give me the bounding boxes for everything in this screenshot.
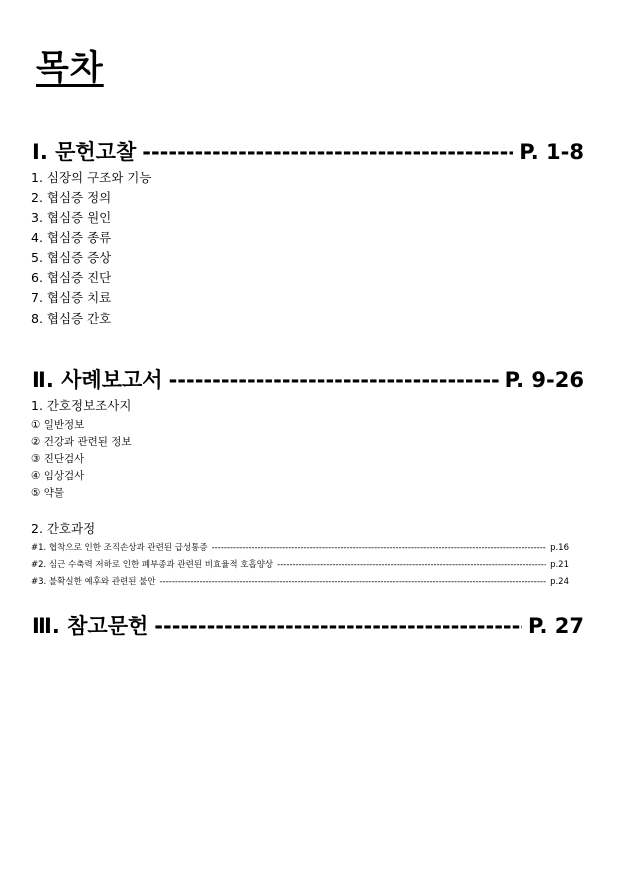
- list-item: 6. 협심증 진단: [31, 270, 112, 285]
- list-item: 5. 협심증 증상: [31, 250, 112, 265]
- section-2-heading: [32, 364, 584, 394]
- page-title: 목차: [36, 48, 104, 88]
- list-item: 2. 간호과정: [31, 521, 96, 536]
- section-1-label: Ⅰ. 문헌고찰: [32, 140, 137, 164]
- list-item: 2. 협심증 정의: [31, 190, 112, 205]
- process-page: p.21: [550, 560, 569, 570]
- sub-list-item: ③ 진단검사: [31, 453, 85, 465]
- section-3-heading: [32, 610, 584, 640]
- list-item: 4. 협심증 종류: [31, 230, 112, 245]
- process-label: #1. 협착으로 인한 조직손상과 관련된 급성통증: [31, 543, 208, 553]
- process-item: [31, 559, 569, 571]
- sub-list-item: ⑤ 약물: [31, 487, 65, 499]
- section-1-page: P. 1-8: [519, 140, 584, 164]
- section-2-label: Ⅱ. 사례보고서: [32, 368, 163, 392]
- leader-dots: [142, 140, 513, 164]
- list-item: 1. 심장의 구조와 기능: [31, 170, 152, 185]
- list-item: 3. 협심증 원인: [31, 210, 112, 225]
- section-3-page: P. 27: [527, 614, 584, 638]
- process-item: [31, 542, 569, 554]
- leader-dots: [212, 542, 547, 554]
- process-page: p.16: [550, 543, 569, 553]
- process-item: [31, 576, 569, 588]
- section-2-page: P. 9-26: [504, 368, 584, 392]
- section-1-heading: [32, 136, 584, 166]
- list-item: 8. 협심증 간호: [31, 311, 112, 326]
- sub-list-item: ④ 임상검사: [31, 470, 85, 482]
- leader-dots: [169, 368, 499, 392]
- list-item: 7. 협심증 치료: [31, 290, 112, 305]
- leader-dots: [160, 576, 547, 588]
- process-label: #3. 불확실한 예후와 관련된 불안: [31, 577, 156, 587]
- leader-dots: [277, 559, 546, 571]
- list-item: 1. 간호정보조사지: [31, 398, 132, 413]
- sub-list-item: ① 일반정보: [31, 419, 85, 431]
- leader-dots: [154, 614, 522, 638]
- sub-list-item: ② 건강과 관련된 정보: [31, 436, 132, 448]
- process-page: p.24: [550, 577, 569, 587]
- section-3-label: Ⅲ. 참고문헌: [32, 614, 149, 638]
- process-label: #2. 심근 수축력 저하로 인한 폐부종과 관련된 비효율적 호흡양상: [31, 560, 274, 570]
